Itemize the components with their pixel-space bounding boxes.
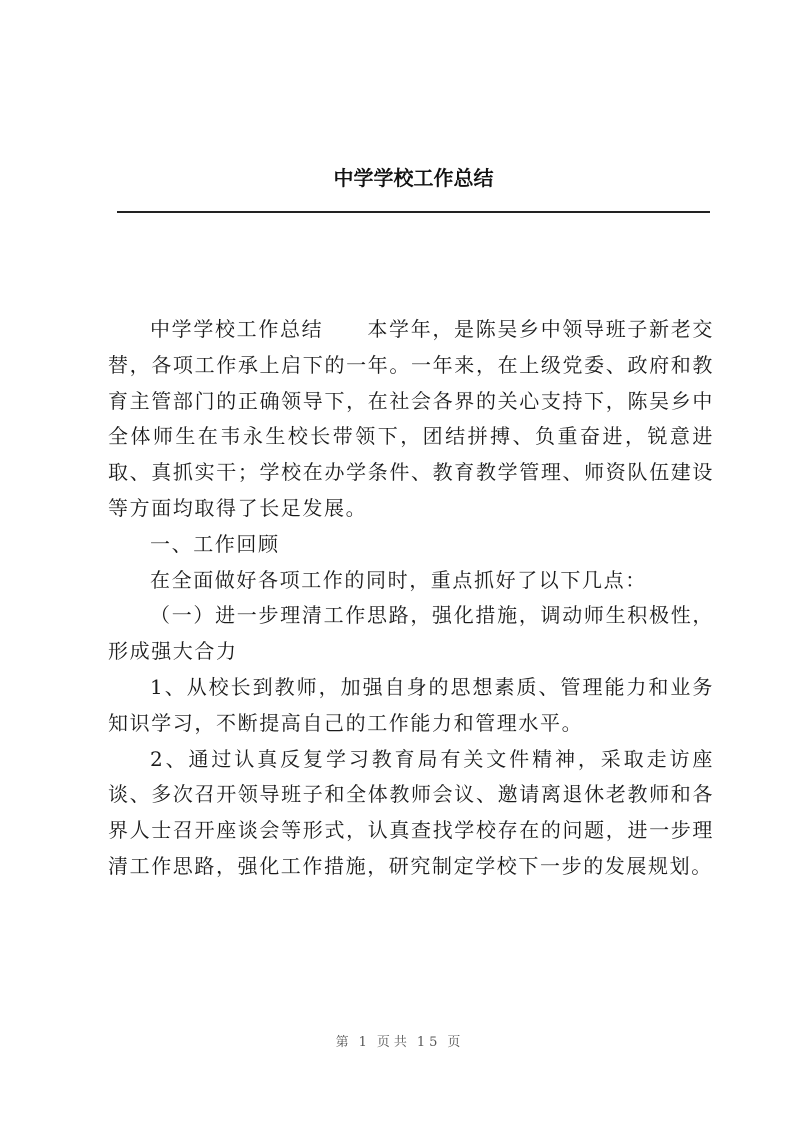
footer-total-pages: 15 xyxy=(416,1035,442,1050)
list-item-2: 2、通过认真反复学习教育局有关文件精神，采取走访座谈、多次召开领导班子和全体教师会议、邀请离退休老教师和各界人士召开座谈会等形式，认真查找学校存在的问题，进一步理清工作思路，强化工作措施，研究制定学校下一步的发展规划。 xyxy=(108,746,714,878)
page-footer xyxy=(0,1031,800,1050)
footer-suffix: 页 xyxy=(447,1035,465,1050)
footer-prefix: 第 xyxy=(335,1035,353,1050)
paragraph-text: 本学年，是陈吴乡中领导班子新老交替，各项工作承上启下的一年。一年来，在上级党委、政府和教育主管部门的正确领导下，在社会各界的关心支持下，陈吴乡中全体师生在韦永生校长带领下，团结拼搏、负重奋进，锐意进取、真抓实干；学校在办学条件、教育教学管理、师资队伍建设等方面均取得了长足发展。 xyxy=(108,317,714,520)
footer-page-number: 1 xyxy=(358,1035,371,1050)
subsection-heading: （一）进一步理清工作思路，强化措施，调动师生积极性，形成强大合力 xyxy=(108,603,714,664)
list-item-1: 1、从校长到教师，加强自身的思想素质、管理能力和业务知识学习，不断提高自己的工作能力和管理水平。 xyxy=(108,674,714,735)
paragraph-intro xyxy=(108,312,714,527)
document-title: 中学学校工作总结 xyxy=(333,166,494,190)
paragraph-lead: 中学学校工作总结 xyxy=(150,317,324,341)
footer-middle: 页共 xyxy=(376,1035,411,1050)
document-body xyxy=(108,312,714,885)
section-heading-review: 一、工作回顾 xyxy=(150,531,280,556)
paragraph: 在全面做好各项工作的同时，重点抓好了以下几点： xyxy=(150,567,647,592)
title-underline xyxy=(117,211,710,213)
